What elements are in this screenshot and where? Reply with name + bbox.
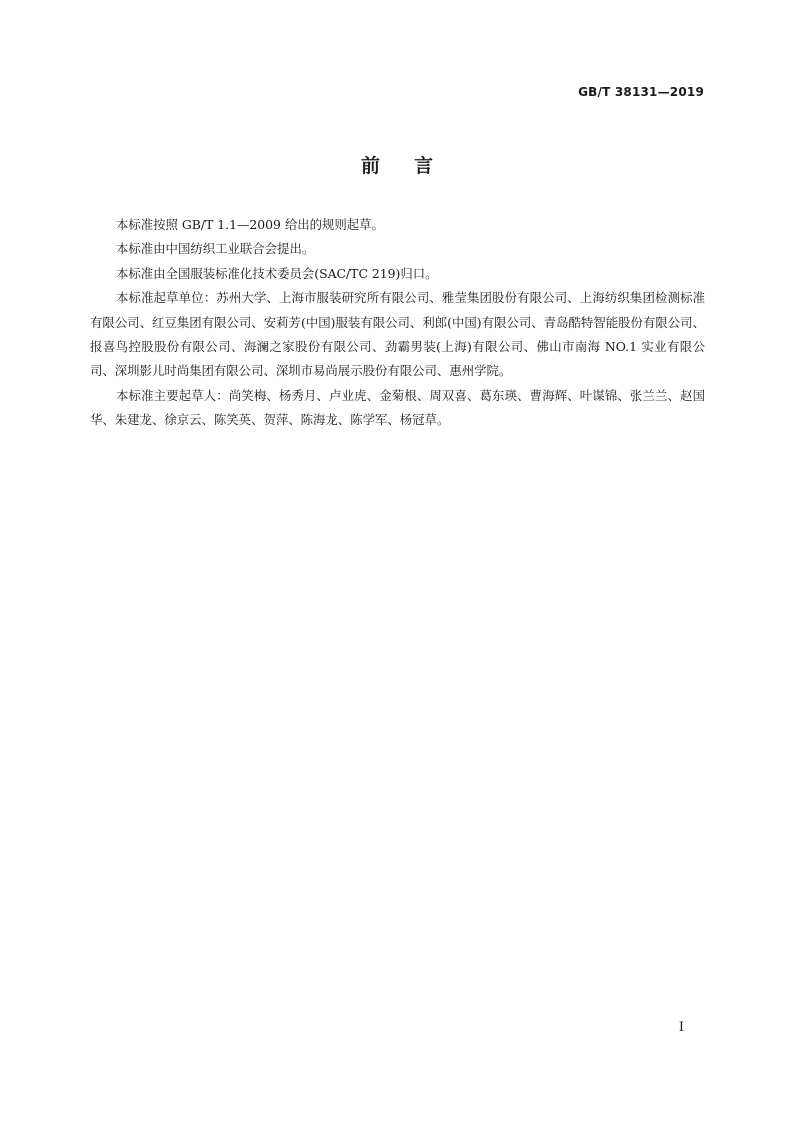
paragraph-technical-committee: 本标准由全国服装标准化技术委员会(SAC/TC 219)归口。 [116,265,438,281]
paragraph-drafting-units: 本标准起草单位：苏州大学、上海市服装研究所有限公司、雅莹集团股份有限公司、上海纺织集团检测标准有限公司、红豆集团有限公司、安莉芳(中国)服装有限公司、利郎(中国)有限公司、青岛酷特智能股份有限公司、报喜鸟控股股份有限公司、海澜之家股份有限公司、劲霸男装(上海)有限公司、佛山市南海 NO.1 实业有限公司、深圳影儿时尚集团有限公司、深圳市易尚展示股份有限公司、惠州学院。 [90,290,705,379]
page-number: I [678,1020,684,1035]
standard-code: GB/T 38131—2019 [578,85,704,99]
page-title: 前言 [360,155,467,177]
paragraph-main-drafters: 本标准主要起草人：尚笑梅、杨秀月、卢业虎、金菊根、周双喜、葛东瑛、曹海辉、叶谋锦、张兰兰、赵国华、朱建龙、徐京云、陈笑英、贺萍、陈海龙、陈学军、杨冠草。 [90,387,705,428]
preface-body [90,213,705,433]
paragraph-proposer: 本标准由中国纺织工业联合会提出。 [116,241,315,257]
paragraph-drafting-rules: 本标准按照 GB/T 1.1—2009 给出的规则起草。 [116,217,384,232]
